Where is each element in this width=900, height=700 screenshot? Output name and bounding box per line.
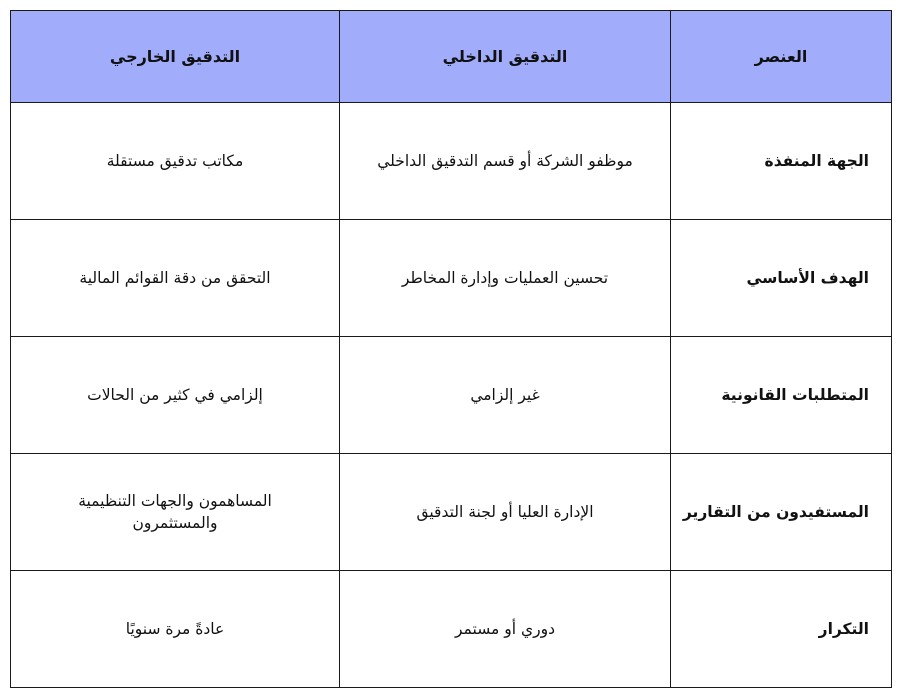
- row-label-executing-party: الجهة المنفذة: [671, 103, 892, 220]
- row-label-report-beneficiaries: المستفيدون من التقارير: [671, 454, 892, 571]
- table-row: [11, 337, 892, 454]
- table-header-row: [11, 11, 892, 103]
- header-external-audit: التدقيق الخارجي: [11, 11, 340, 103]
- cell-external: عادةً مرة سنويًا: [11, 571, 340, 688]
- cell-internal: تحسين العمليات وإدارة المخاطر: [340, 220, 671, 337]
- header-internal-audit: التدقيق الداخلي: [340, 11, 671, 103]
- cell-internal: الإدارة العليا أو لجنة التدقيق: [340, 454, 671, 571]
- cell-internal: دوري أو مستمر: [340, 571, 671, 688]
- cell-internal: غير إلزامي: [340, 337, 671, 454]
- row-label-frequency: التكرار: [671, 571, 892, 688]
- cell-external: المساهمون والجهات التنظيمية والمستثمرون: [11, 454, 340, 571]
- cell-internal: موظفو الشركة أو قسم التدقيق الداخلي: [340, 103, 671, 220]
- cell-external: مكاتب تدقيق مستقلة: [11, 103, 340, 220]
- cell-external: إلزامي في كثير من الحالات: [11, 337, 340, 454]
- header-element: العنصر: [671, 11, 892, 103]
- table-row: [11, 571, 892, 688]
- audit-comparison-table: [10, 10, 892, 688]
- table-row: [11, 454, 892, 571]
- table-row: [11, 103, 892, 220]
- table-row: [11, 220, 892, 337]
- comparison-table-container: [10, 10, 892, 688]
- row-label-legal-requirements: المتطلبات القانونية: [671, 337, 892, 454]
- cell-external: التحقق من دقة القوائم المالية: [11, 220, 340, 337]
- row-label-main-objective: الهدف الأساسي: [671, 220, 892, 337]
